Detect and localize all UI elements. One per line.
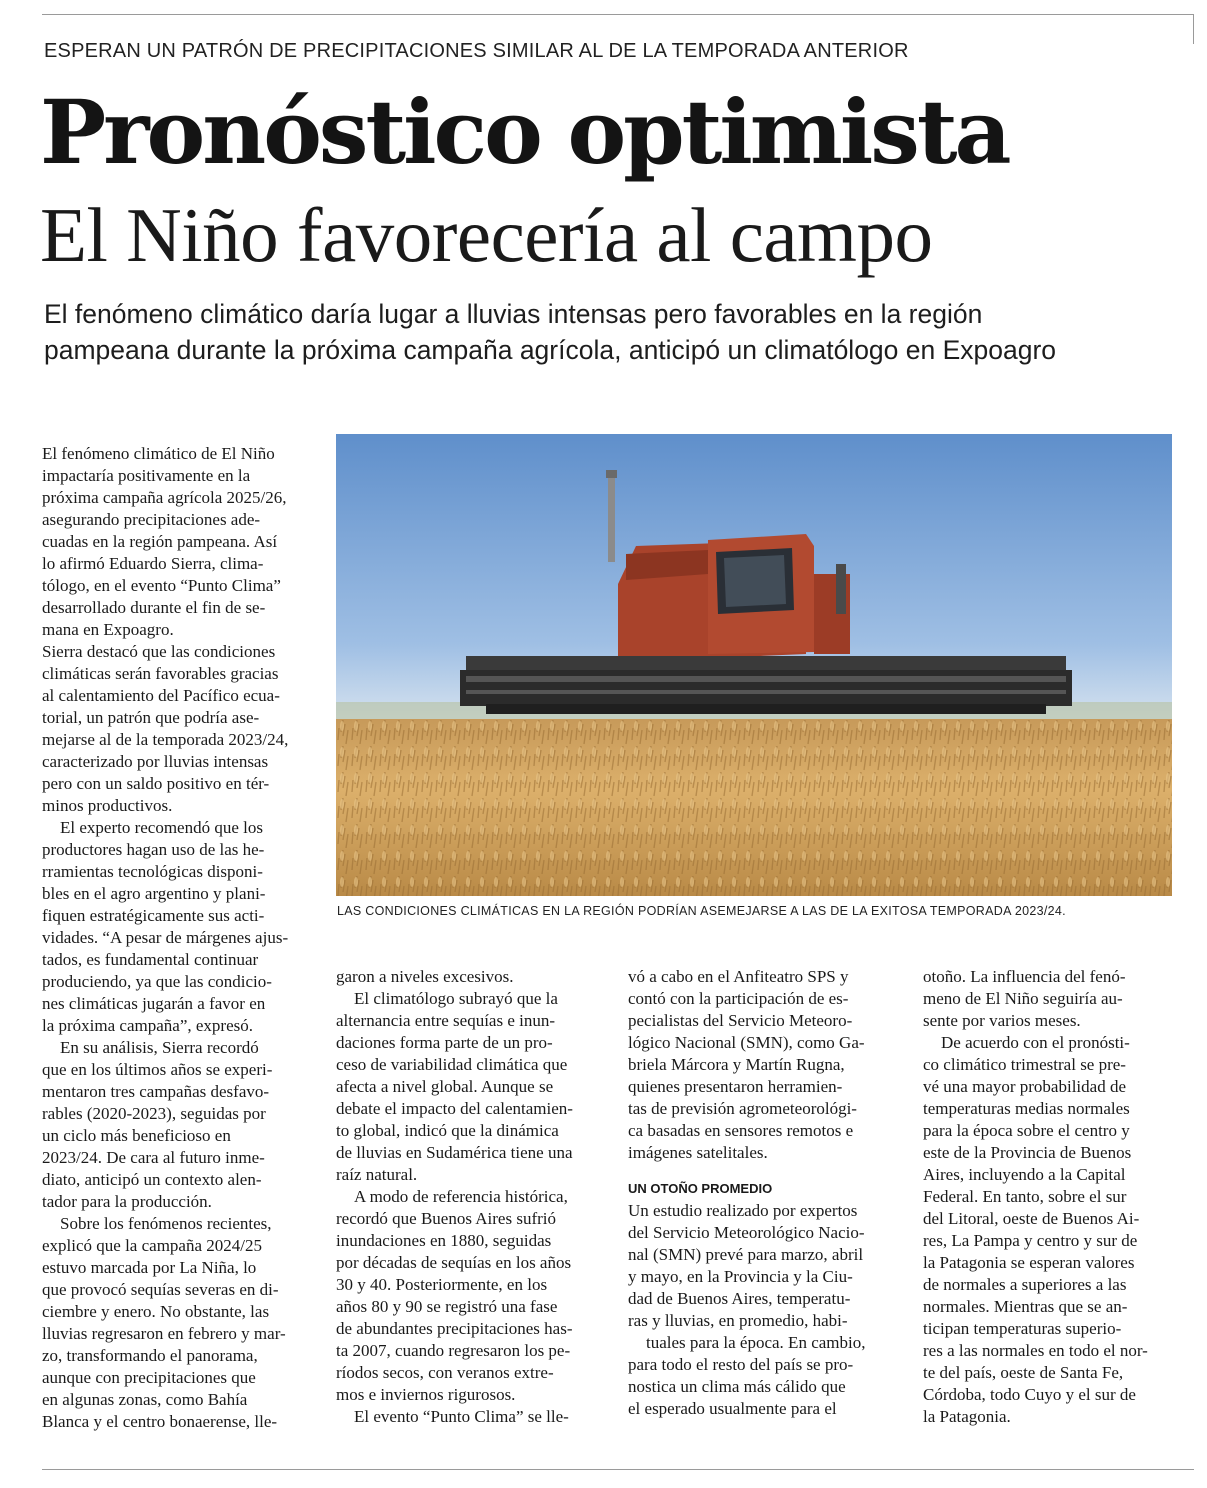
article-line: inundaciones en 1880, seguidas — [336, 1231, 552, 1250]
article-line: pecialistas del Servicio Meteoro- — [628, 1011, 853, 1030]
article-column-4 — [923, 966, 1195, 1428]
article-line: imágenes satelitales. — [628, 1143, 768, 1162]
article-line: 30 y 40. Posteriormente, en los — [336, 1275, 548, 1294]
article-line: explicó que la campaña 2024/25 — [42, 1236, 262, 1255]
article-line: nal (SMN) prevé para marzo, abril — [628, 1245, 864, 1264]
article-line: la Patagonia. — [923, 1407, 1011, 1426]
article-column-1 — [42, 443, 322, 1433]
article-line: tas de previsión agrometeorológi- — [628, 1099, 857, 1118]
bottom-rule — [42, 1469, 1194, 1470]
article-line: por décadas de sequías en los años — [336, 1253, 572, 1272]
article-line: torial, un patrón que podría ase- — [42, 708, 260, 727]
article-line: del Servicio Meteorológico Nacio- — [628, 1223, 865, 1242]
article-line: El experto recomendó que los — [60, 818, 263, 837]
article-line: zo, transformando el panorama, — [42, 1346, 258, 1365]
article-line: ríodos secos, con veranos extre- — [336, 1363, 554, 1382]
section-heading: UN OTOÑO PROMEDIO — [628, 1181, 773, 1196]
article-line: En su análisis, Sierra recordó — [60, 1038, 259, 1057]
article-line: res a las normales en todo el nor- — [923, 1341, 1148, 1360]
article-line: asegurando precipitaciones ade- — [42, 510, 261, 529]
article-line: res, La Pampa y centro y sur de — [923, 1231, 1138, 1250]
article-line: vidades. “A pesar de márgenes ajus- — [42, 928, 289, 947]
article-line: y mayo, en la Provincia y la Ciu- — [628, 1267, 853, 1286]
article-line: El fenómeno climático de El Niño — [42, 444, 275, 463]
article-line: vó a cabo en el Anfiteatro SPS y — [628, 967, 849, 986]
article-line: Un estudio realizado por expertos — [628, 1201, 858, 1220]
article-line: en algunas zonas, como Bahía — [42, 1390, 248, 1409]
article-line: dad de Buenos Aires, temperatu- — [628, 1289, 851, 1308]
article-line: fiquen estratégicamente sus acti- — [42, 906, 265, 925]
article-line: temperaturas medias normales — [923, 1099, 1130, 1118]
article-line: sente por varios meses. — [923, 1011, 1081, 1030]
article-line: to global, indicó que la dinámica — [336, 1121, 559, 1140]
article-line: tador para la producción. — [42, 1192, 212, 1211]
article-line: de normales a superiores a las — [923, 1275, 1127, 1294]
article-line: Sobre los fenómenos recientes, — [60, 1214, 272, 1233]
article-line: pero con un saldo positivo en tér- — [42, 774, 270, 793]
article-line: El climatólogo subrayó que la — [354, 989, 558, 1008]
article-line: 2023/24. De cara al futuro inme- — [42, 1148, 265, 1167]
article-line: De acuerdo con el pronósti- — [941, 1033, 1130, 1052]
article-line: para todo el resto del país se pro- — [628, 1355, 854, 1374]
article-line: para la época sobre el centro y — [923, 1121, 1130, 1140]
photo-caption: LAS CONDICIONES CLIMÁTICAS EN LA REGIÓN PODRÍAN ASEMEJARSE A LAS DE LA EXITOSA TEMPORADA 2023/24. — [337, 904, 1066, 918]
article-line: lluvias regresaron en febrero y mar- — [42, 1324, 286, 1343]
article-line: que provocó sequías severas en di- — [42, 1280, 279, 1299]
article-line: quienes presentaron herramien- — [628, 1077, 843, 1096]
article-line: diato, anticipó un contexto alen- — [42, 1170, 262, 1189]
article-line: te del país, oeste de Santa Fe, — [923, 1363, 1124, 1382]
article-line: Córdoba, todo Cuyo y el sur de — [923, 1385, 1136, 1404]
article-line: ticipan temperaturas superio- — [923, 1319, 1122, 1338]
article-line: alternancia entre sequías e inun- — [336, 1011, 556, 1030]
kicker: ESPERAN UN PATRÓN DE PRECIPITACIONES SIMILAR AL DE LA TEMPORADA ANTERIOR — [44, 40, 909, 62]
article-line: garon a niveles excesivos. — [336, 967, 514, 986]
article-column-3-top — [628, 966, 904, 1164]
article-line: A modo de referencia histórica, — [354, 1187, 568, 1206]
article-line: afecta a nivel global. Aunque se — [336, 1077, 554, 1096]
article-line: recordó que Buenos Aires sufrió — [336, 1209, 557, 1228]
article-line: mentaron tres campañas desfavo- — [42, 1082, 270, 1101]
article-line: otoño. La influencia del fenó- — [923, 967, 1126, 986]
article-line: ceso de variabilidad climática que — [336, 1055, 568, 1074]
deck-line: El fenómeno climático daría lugar a lluvias intensas pero favorables en la región — [44, 299, 983, 329]
article-line: meno de El Niño seguiría au- — [923, 989, 1123, 1008]
article-line: ta 2007, cuando regresaron los pe- — [336, 1341, 571, 1360]
article-line: ras y lluvias, en promedio, habi- — [628, 1311, 848, 1330]
article-line: Sierra destacó que las condiciones — [42, 642, 276, 661]
article-line: vé una mayor probabilidad de — [923, 1077, 1126, 1096]
article-line: lógico Nacional (SMN), como Ga- — [628, 1033, 865, 1052]
article-line: aunque con precipitaciones que — [42, 1368, 256, 1387]
article-line: tólogo, en el evento “Punto Clima” — [42, 576, 281, 595]
article-line: briela Márcora y Martín Rugna, — [628, 1055, 845, 1074]
top-rule — [42, 14, 1194, 15]
article-line: mos e inviernos rigurosos. — [336, 1385, 516, 1404]
article-line: El evento “Punto Clima” se lle- — [354, 1407, 569, 1426]
article-line: debate el impacto del calentamien- — [336, 1099, 573, 1118]
article-line: minos productivos. — [42, 796, 173, 815]
deck — [44, 296, 1194, 368]
subheadline: El Niño favorecería al campo — [40, 192, 933, 278]
article-line: que en los últimos años se experi- — [42, 1060, 273, 1079]
article-line: el esperado usualmente para el — [628, 1399, 837, 1418]
article-line: lo afirmó Eduardo Sierra, clima- — [42, 554, 264, 573]
article-line: productores hagan uso de las he- — [42, 840, 265, 859]
article-line: co climático trimestral se pre- — [923, 1055, 1126, 1074]
article-line: de abundantes precipitaciones has- — [336, 1319, 573, 1338]
deck-line: pampeana durante la próxima campaña agrícola, anticipó un climatólogo en Expoagro — [44, 335, 1057, 365]
article-line: este de la Provincia de Buenos — [923, 1143, 1132, 1162]
article-line: Federal. En tanto, sobre el sur — [923, 1187, 1127, 1206]
article-line: climáticas serán favorables gracias — [42, 664, 279, 683]
article-line: rables (2020-2023), seguidas por — [42, 1104, 266, 1123]
article-line: nostica un clima más cálido que — [628, 1377, 846, 1396]
article-line: ciembre y enero. No obstante, las — [42, 1302, 270, 1321]
article-line: impactaría positivamente en la — [42, 466, 251, 485]
article-line: caracterizado por lluvias intensas — [42, 752, 269, 771]
harvester-photo — [336, 434, 1172, 896]
article-line: cuadas en la región pampeana. Así — [42, 532, 278, 551]
corner-rule — [1193, 14, 1194, 44]
article-line: de lluvias en Sudamérica tiene una — [336, 1143, 573, 1162]
article-column-3 — [628, 966, 904, 1420]
article-line: rramientas tecnológicas disponi- — [42, 862, 263, 881]
article-line: bles en el agro argentino y plani- — [42, 884, 266, 903]
article-line: estuvo marcada por La Niña, lo — [42, 1258, 257, 1277]
article-line: Aires, incluyendo a la Capital — [923, 1165, 1126, 1184]
article-line: daciones forma parte de un pro- — [336, 1033, 553, 1052]
article-line: produciendo, ya que las condicio- — [42, 972, 272, 991]
article-line: mejarse al de la temporada 2023/24, — [42, 730, 289, 749]
article-column-3-bottom — [628, 1200, 904, 1420]
article-line: ca basadas en sensores remotos e — [628, 1121, 854, 1140]
article-line: normales. Mientras que se an- — [923, 1297, 1128, 1316]
article-line: raíz natural. — [336, 1165, 418, 1184]
article-line: del Litoral, oeste de Buenos Ai- — [923, 1209, 1140, 1228]
article-line: un ciclo más beneficioso en — [42, 1126, 231, 1145]
article-line: próxima campaña agrícola 2025/26, — [42, 488, 287, 507]
article-line: contó con la participación de es- — [628, 989, 849, 1008]
article-line: al calentamiento del Pacífico ecua- — [42, 686, 280, 705]
article-line: nes climáticas jugarán a favor en — [42, 994, 266, 1013]
article-line: Blanca y el centro bonaerense, lle- — [42, 1412, 278, 1431]
article-column-2 — [336, 966, 608, 1428]
article-line: la Patagonia se esperan valores — [923, 1253, 1135, 1272]
article-line: desarrollado durante el fin de se- — [42, 598, 266, 617]
article-line: mana en Expoagro. — [42, 620, 174, 639]
headline: Pronóstico optimista — [40, 80, 1009, 184]
article-line: tuales para la época. En cambio, — [646, 1333, 866, 1352]
article-line: la próxima campaña”, expresó. — [42, 1016, 253, 1035]
article-line: años 80 y 90 se registró una fase — [336, 1297, 558, 1316]
harvester-illustration — [336, 434, 1172, 896]
article-line: tados, es fundamental continuar — [42, 950, 259, 969]
